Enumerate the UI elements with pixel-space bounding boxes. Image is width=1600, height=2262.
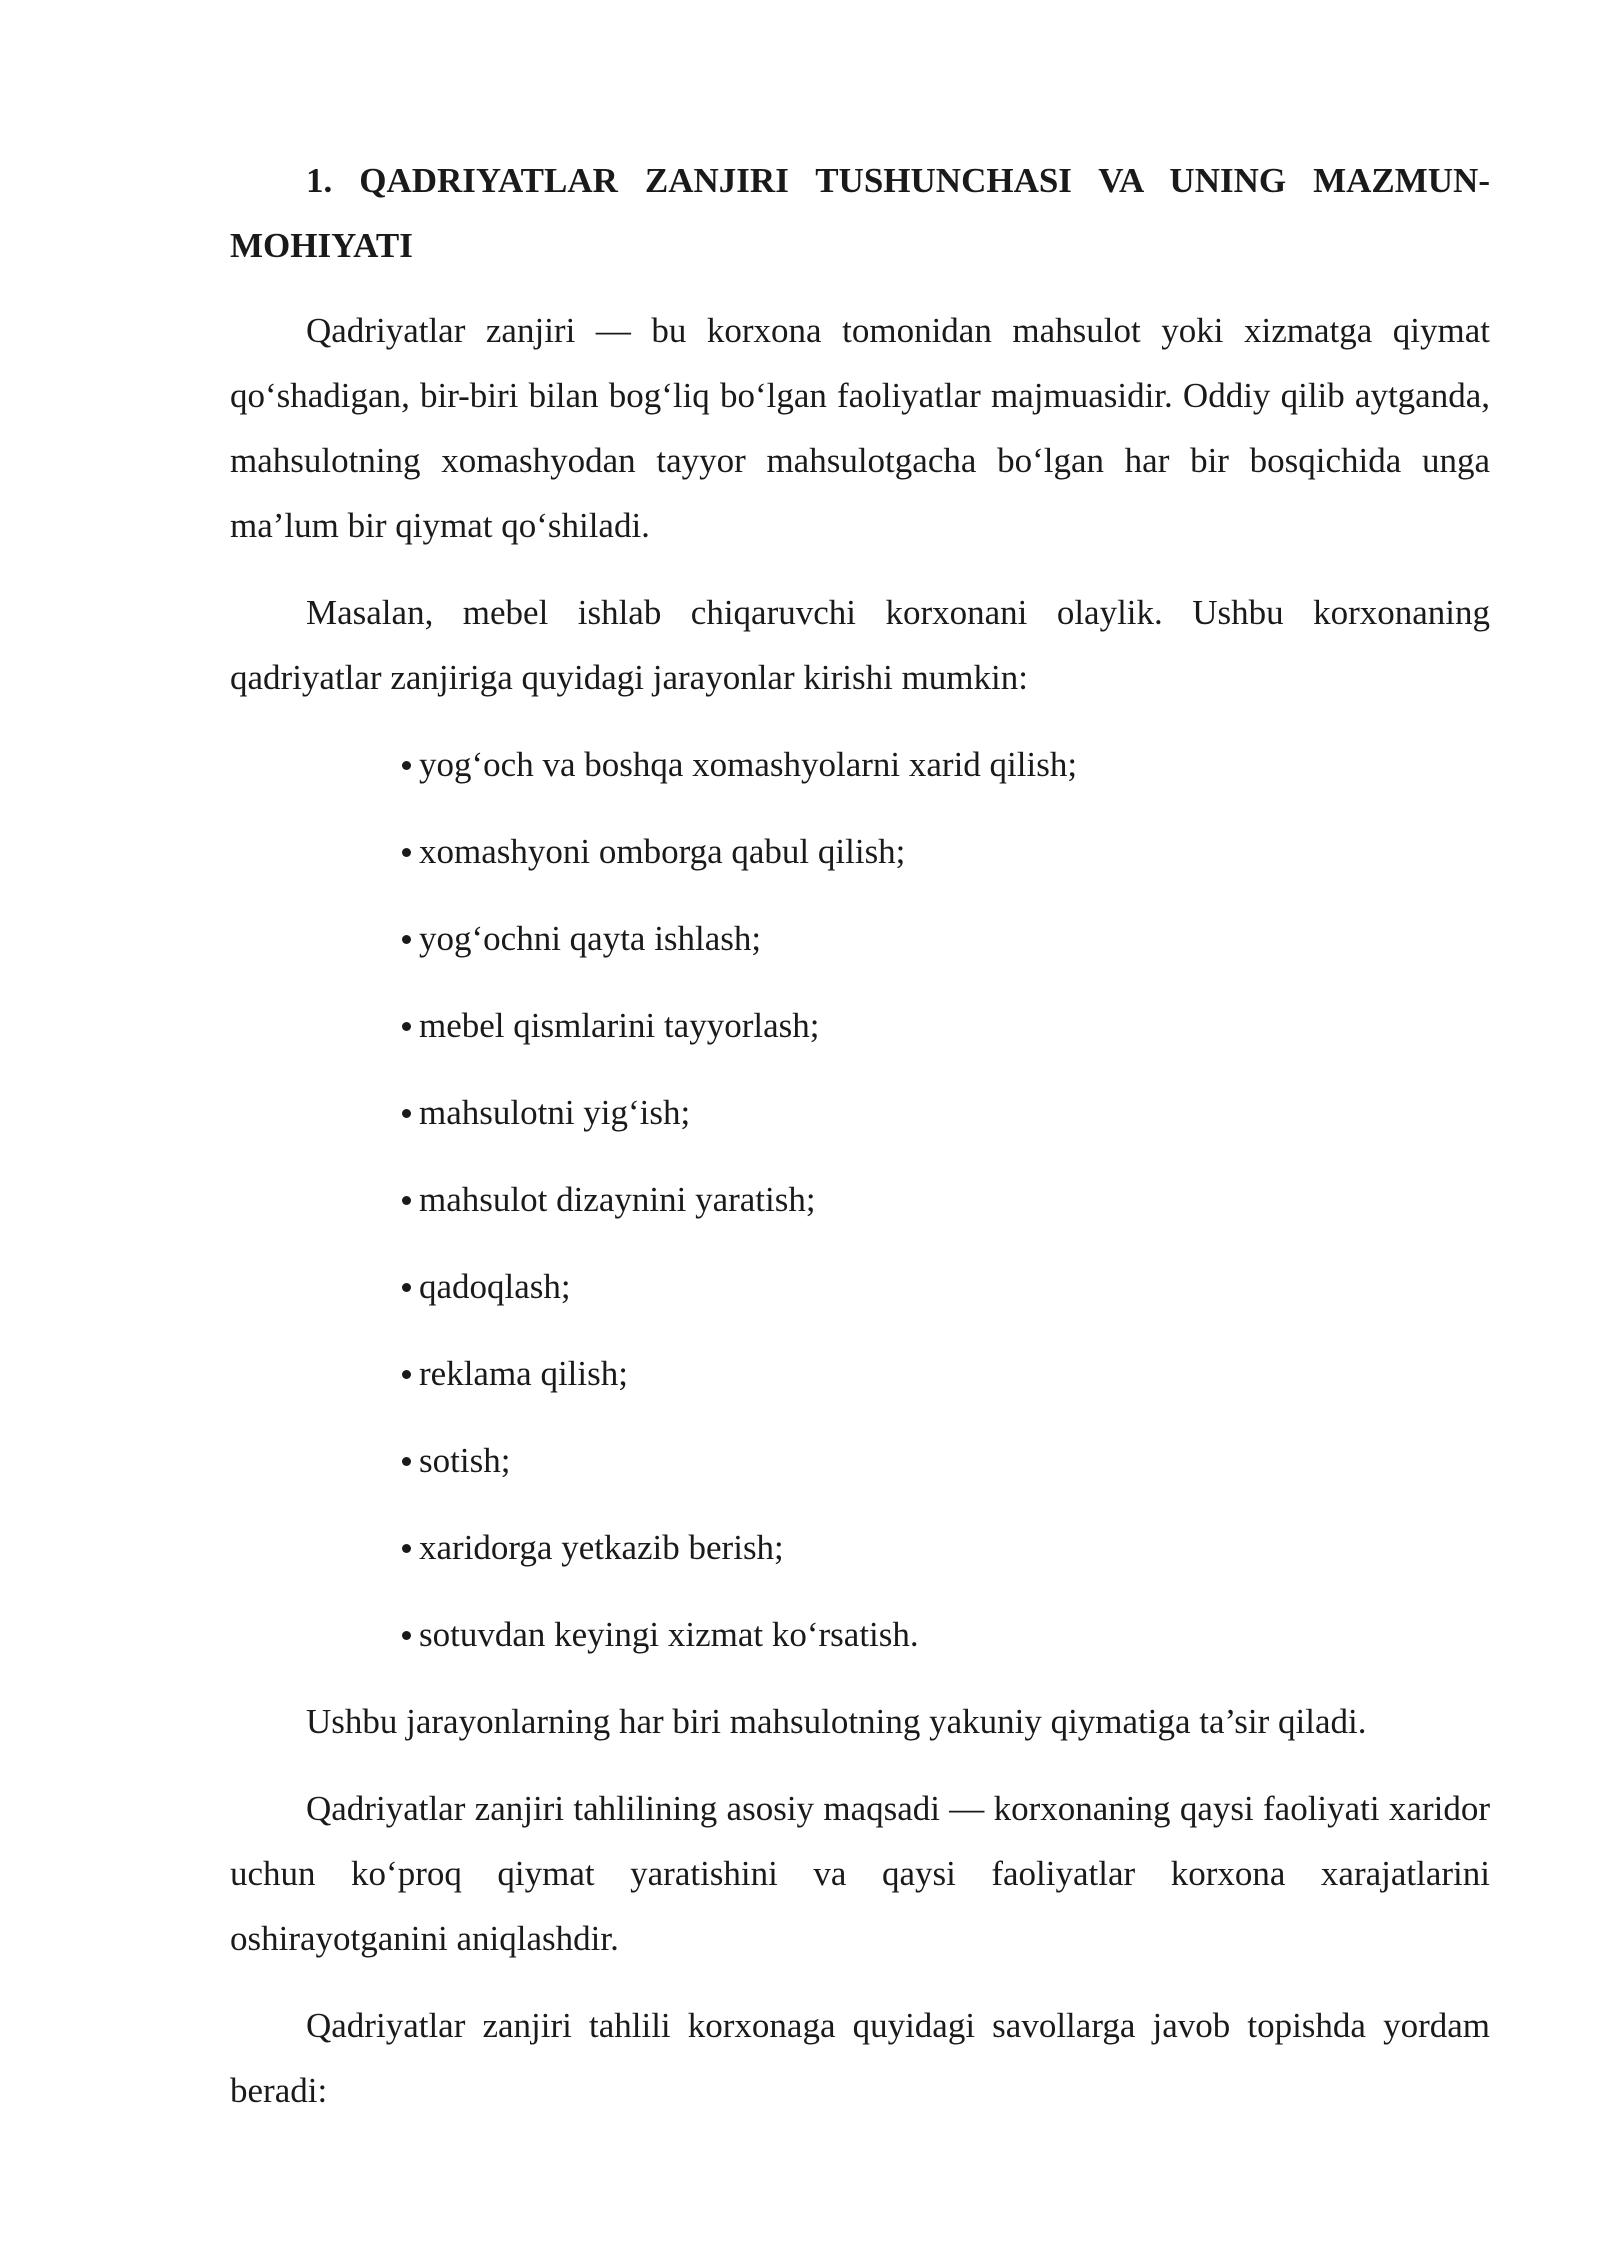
- list-item: xaridorga yetkazib berish;: [230, 1515, 1490, 1580]
- paragraph-questions: Qadriyatlar zanjiri tahlili korxonaga quyidagi savollarga javob topishda yordam beradi:: [230, 2006, 1490, 2110]
- bullet-icon: [402, 1457, 411, 1466]
- list-item: xomashyoni omborga qabul qilish;: [230, 819, 1490, 884]
- bullet-icon: [402, 935, 411, 944]
- list-item: sotish;: [230, 1428, 1490, 1493]
- section-heading: 1. QADRIYATLAR ZANJIRI TUSHUNCHASI VA UNING MAZMUN-MOHIYATI: [230, 161, 1490, 265]
- bullet-icon: [402, 848, 411, 857]
- bullet-icon: [402, 1022, 411, 1031]
- bullet-icon: [402, 761, 411, 770]
- list-item: yog‘och va boshqa xomashyolarni xarid qilish;: [230, 732, 1490, 797]
- bullet-icon: [402, 1544, 411, 1553]
- list-item: reklama qilish;: [230, 1341, 1490, 1406]
- paragraph-effect: Ushbu jarayonlarning har biri mahsulotning yakuniy qiymatiga ta’sir qiladi.: [306, 1702, 1367, 1741]
- paragraph-goal: Qadriyatlar zanjiri tahlilining asosiy maqsadi — korxonaning qaysi faoliyati xaridor uchun ko‘proq qiymat yaratishini va qaysi faoliyatlar korxona xarajatlarini oshirayotganini aniqlashdir.: [230, 1789, 1490, 1958]
- paragraph-definition: Qadriyatlar zanjiri — bu korxona tomonidan mahsulot yoki xizmatga qiymat qo‘shadigan, bir-biri bilan bog‘liq bo‘lgan faoliyatlar majmuasidir. Oddiy qilib aytganda, mahsulotning xomashyodan tayyor mahsulotgacha bo‘lgan har bir bosqichida unga ma’lum bir qiymat qo‘shiladi.: [230, 311, 1490, 545]
- bullet-icon: [402, 1370, 411, 1379]
- document-page: [230, 148, 1490, 2145]
- list-item: mahsulotni yig‘ish;: [230, 1080, 1490, 1145]
- list-item: mebel qismlarini tayyorlash;: [230, 993, 1490, 1058]
- bullet-icon: [402, 1196, 411, 1205]
- list-item: mahsulot dizaynini yaratish;: [230, 1167, 1490, 1232]
- list-item: sotuvdan keyingi xizmat ko‘rsatish.: [230, 1602, 1490, 1667]
- list-item: qadoqlash;: [230, 1254, 1490, 1319]
- process-list: [230, 732, 1490, 1667]
- bullet-icon: [402, 1109, 411, 1118]
- list-item: yog‘ochni qayta ishlash;: [230, 906, 1490, 971]
- bullet-icon: [402, 1631, 411, 1640]
- paragraph-example: Masalan, mebel ishlab chiqaruvchi korxonani olaylik. Ushbu korxonaning qadriyatlar zanjiriga quyidagi jarayonlar kirishi mumkin:: [230, 593, 1490, 697]
- bullet-icon: [402, 1283, 411, 1292]
